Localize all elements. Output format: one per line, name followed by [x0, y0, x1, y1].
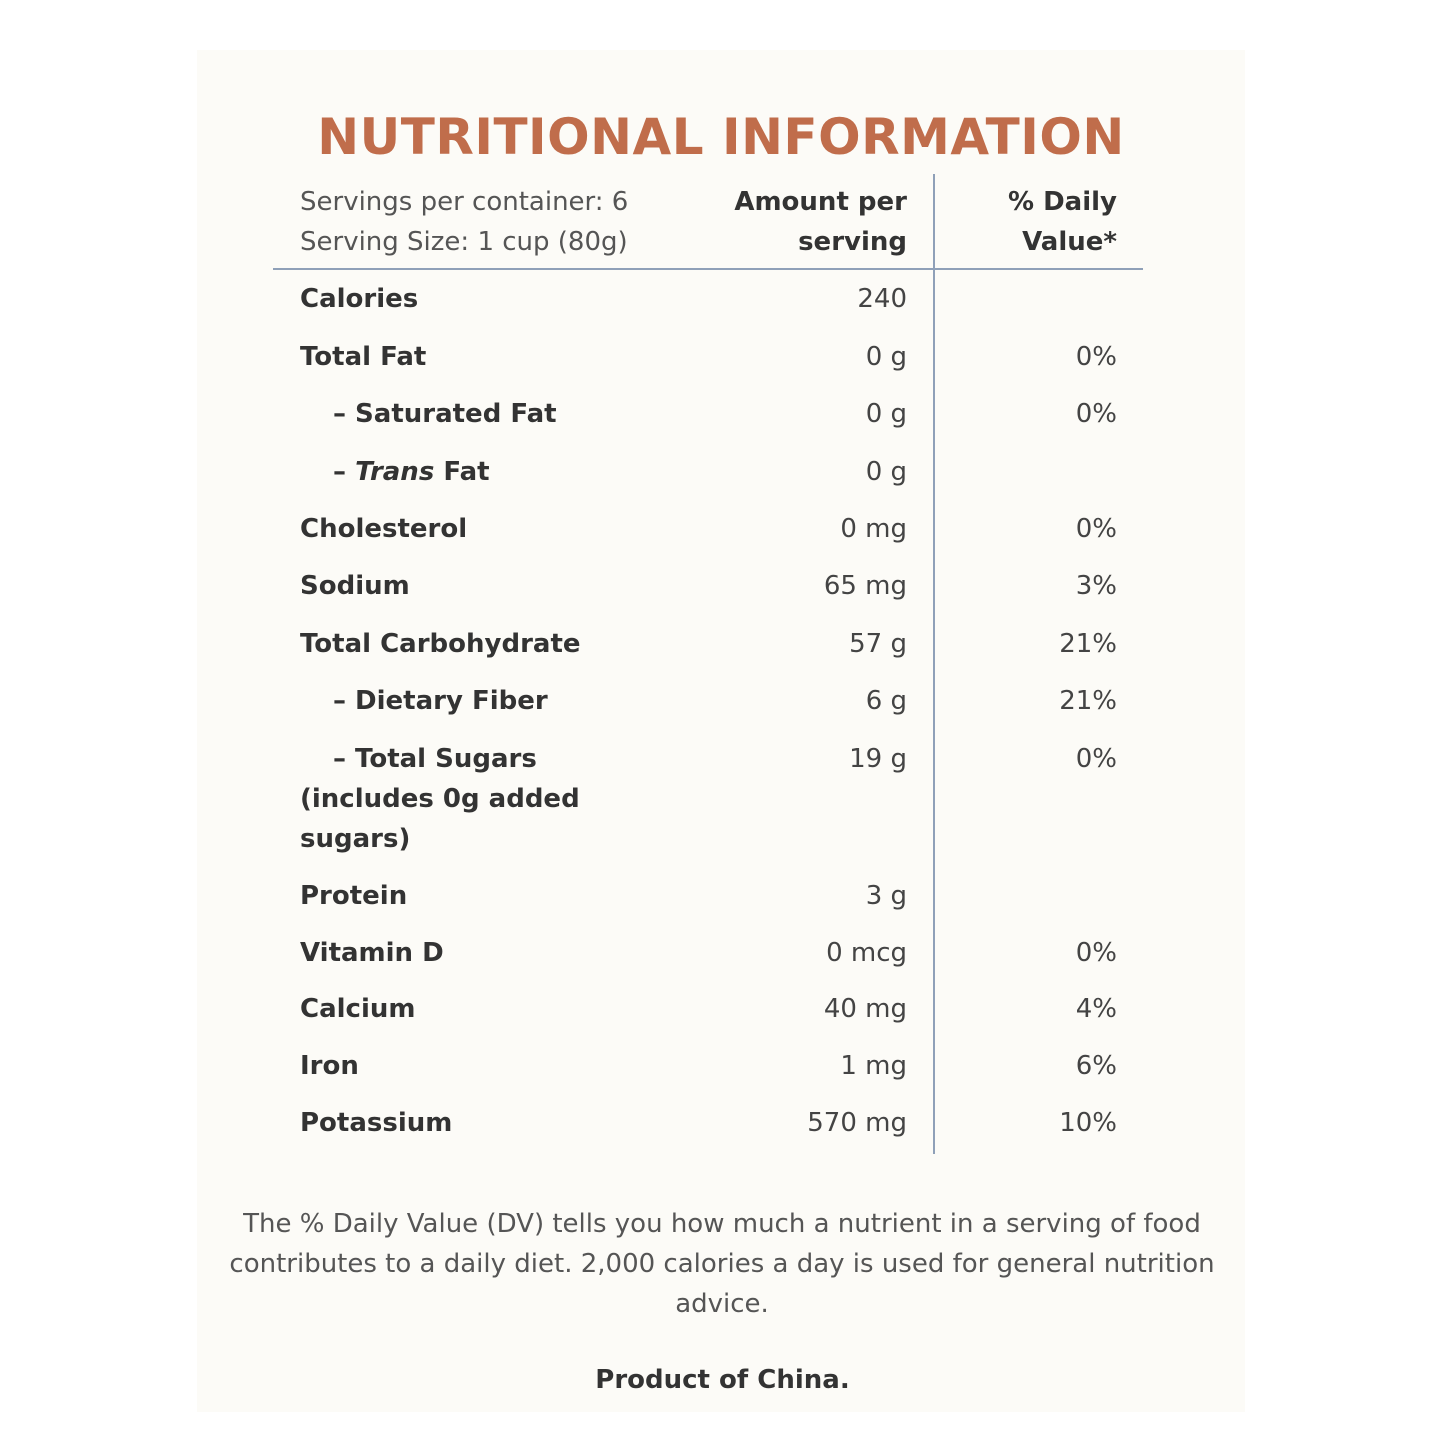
- nutrient-dv: 0%: [1075, 342, 1117, 372]
- nutrient-label: – Dietary Fiber: [333, 686, 548, 716]
- nutrient-amount: 570 mg: [807, 1108, 907, 1138]
- daily-value-header: [960, 182, 1117, 262]
- nutrient-amount: 57 g: [849, 629, 907, 659]
- nutrient-label: Total Fat: [300, 342, 427, 372]
- nutrient-amount: 19 g: [849, 744, 907, 774]
- header-divider: [273, 268, 1143, 270]
- nutrient-label: Cholesterol: [300, 514, 468, 544]
- nutrient-amount: 40 mg: [823, 994, 907, 1024]
- nutrient-label: Protein: [300, 881, 408, 911]
- nutrient-label: Total Carbohydrate: [300, 629, 581, 659]
- servings-per-container: Servings per container: 6: [300, 187, 629, 217]
- nutrient-amount: 240: [857, 284, 907, 314]
- table-row: [0, 681, 1445, 721]
- nutrient-amount: 65 mg: [823, 571, 907, 601]
- nutrient-amount: 0 g: [865, 399, 907, 429]
- table-row: [0, 279, 1445, 319]
- table-row: [0, 452, 1445, 492]
- nutrient-label: – Saturated Fat: [333, 399, 557, 429]
- nutrient-amount: 0 mg: [840, 514, 907, 544]
- nutrient-dv: 0%: [1075, 399, 1117, 429]
- label-line2: (includes 0g added: [300, 784, 580, 814]
- serving-info: [300, 182, 628, 262]
- label-line1: – Total Sugars: [333, 744, 537, 774]
- nutrient-label: Calcium: [300, 994, 416, 1024]
- nutrient-amount: 0 g: [865, 342, 907, 372]
- nutrient-dv: 0%: [1075, 514, 1117, 544]
- nutrient-amount: 0 g: [865, 457, 907, 487]
- nutrient-dv: 0%: [1075, 744, 1117, 774]
- label-line3: sugars): [300, 824, 411, 854]
- table-row: [0, 933, 1445, 973]
- dv-header-line1: % Daily: [1007, 187, 1117, 217]
- nutrient-dv: 4%: [1075, 994, 1117, 1024]
- page-title: NUTRITIONAL INFORMATION: [317, 108, 1125, 166]
- table-row: [0, 739, 1445, 859]
- table-row: [0, 337, 1445, 377]
- serving-size: Serving Size: 1 cup (80g): [300, 227, 628, 257]
- table-row: [0, 509, 1445, 549]
- table-row: [0, 566, 1445, 606]
- nutrient-amount: 0 mcg: [826, 938, 907, 968]
- nutrient-label: Calories: [300, 284, 419, 314]
- nutrient-label: Vitamin D: [300, 938, 444, 968]
- nutrient-label: Iron: [300, 1051, 359, 1081]
- nutrient-amount: 1 mg: [840, 1051, 907, 1081]
- nutrient-dv: 21%: [1059, 629, 1117, 659]
- nutrient-label: Sodium: [300, 571, 410, 601]
- nutrient-dv: 10%: [1059, 1108, 1117, 1138]
- label-italic: Trans: [355, 457, 435, 487]
- table-row: [0, 989, 1445, 1029]
- table-row: [0, 1046, 1445, 1086]
- table-row: [0, 624, 1445, 664]
- nutrient-dv: 0%: [1075, 938, 1117, 968]
- table-row: [0, 876, 1445, 916]
- nutrient-dv: 3%: [1075, 571, 1117, 601]
- nutrient-label: [300, 739, 580, 859]
- label-prefix: –: [333, 457, 356, 487]
- product-origin: Product of China.: [595, 1365, 850, 1395]
- label-suffix: Fat: [434, 457, 490, 487]
- amount-header-line1: Amount per: [734, 187, 907, 217]
- nutrient-dv: 6%: [1075, 1051, 1117, 1081]
- table-row: [0, 1103, 1445, 1143]
- nutrient-amount: 3 g: [865, 881, 907, 911]
- nutrient-label: Potassium: [300, 1108, 453, 1138]
- nutrient-label: [333, 452, 490, 492]
- dv-header-line2: Value*: [1022, 227, 1117, 257]
- daily-value-footnote: The % Daily Value (DV) tells you how much a nutrient in a serving of food contributes to a daily diet. 2,000 calories a day is used for general nutrition advice.: [229, 1209, 1215, 1319]
- nutrient-dv: 21%: [1059, 686, 1117, 716]
- table-row: [0, 394, 1445, 434]
- amount-header-line2: serving: [798, 227, 907, 257]
- nutrient-amount: 6 g: [865, 686, 907, 716]
- amount-header: [700, 182, 907, 262]
